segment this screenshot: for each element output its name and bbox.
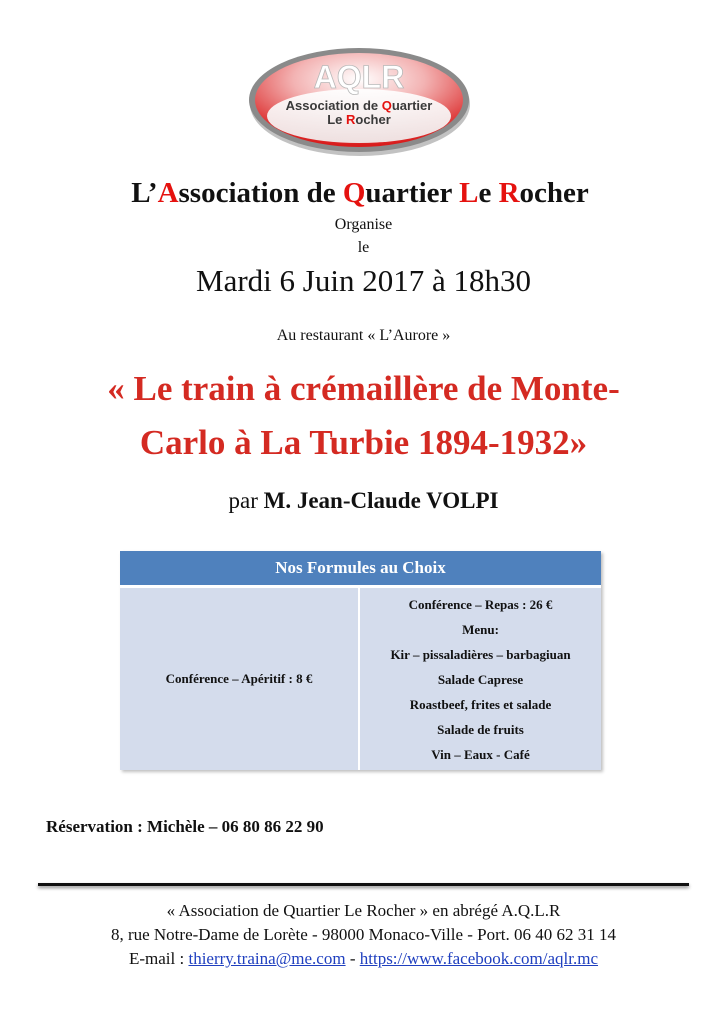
footer-address: 8, rue Notre-Dame de Lorète - 98000 Monaco-Ville - Port. 06 40 62 31 14: [110, 925, 617, 944]
footer-divider: [38, 883, 689, 886]
formule-aperitif: Conférence – Apéritif : 8 €: [120, 587, 359, 771]
menu-item: Salade Caprese: [437, 672, 524, 687]
footer-association: « Association de Quartier Le Rocher » en abrégé A.Q.L.R: [166, 901, 561, 920]
table-header-row: [120, 551, 601, 587]
association-title: L’Association de Quartier Le Rocher: [131, 177, 589, 209]
formules-table: [120, 551, 601, 770]
facebook-link[interactable]: https://www.facebook.com/aqlr.mc: [359, 949, 599, 968]
menu-item: Kir – pissaladières – barbagiuan: [390, 647, 571, 662]
menu-item: Salade de fruits: [437, 722, 524, 737]
le-text: le: [357, 239, 370, 256]
table-header: Nos Formules au Choix: [120, 551, 601, 587]
menu-item: Roastbeef, frites et salade: [409, 697, 552, 712]
talk-title-line-2: Carlo à La Turbie 1894-1932»: [139, 423, 588, 462]
logo-text: AQLR: [313, 59, 405, 95]
logo-line-2: Le Rocher: [327, 112, 391, 127]
talk-title-line-1: « Le train à crémaillère de Monte-: [107, 369, 620, 408]
email-link[interactable]: thierry.traina@me.com: [188, 949, 346, 968]
speaker: [0, 486, 720, 516]
talk-title: [60, 362, 667, 470]
email-label: E-mail :: [128, 949, 185, 968]
formule-repas: [359, 587, 601, 771]
footer: [0, 899, 720, 971]
footer-contact: [0, 947, 720, 971]
logo-line-1: Association de Quartier: [285, 98, 433, 113]
menu-item: Menu:: [462, 622, 499, 637]
event-date: Mardi 6 Juin 2017 à 18h30: [196, 263, 531, 298]
logo-emblem: [247, 44, 473, 158]
event-venue: Au restaurant « L’Aurore »: [276, 327, 451, 344]
speaker-prefix: par: [228, 488, 258, 513]
reservation: Réservation : Michèle – 06 80 86 22 90: [46, 817, 324, 836]
aqlr-logo: [247, 44, 473, 158]
speaker-name: M. Jean-Claude VOLPI: [263, 488, 499, 513]
table-row: [120, 587, 601, 771]
organise-text: Organise: [334, 216, 393, 233]
footer-separator: -: [349, 949, 356, 968]
menu-item: Vin – Eaux - Café: [431, 747, 530, 762]
menu-item: Conférence – Repas : 26 €: [408, 597, 553, 612]
